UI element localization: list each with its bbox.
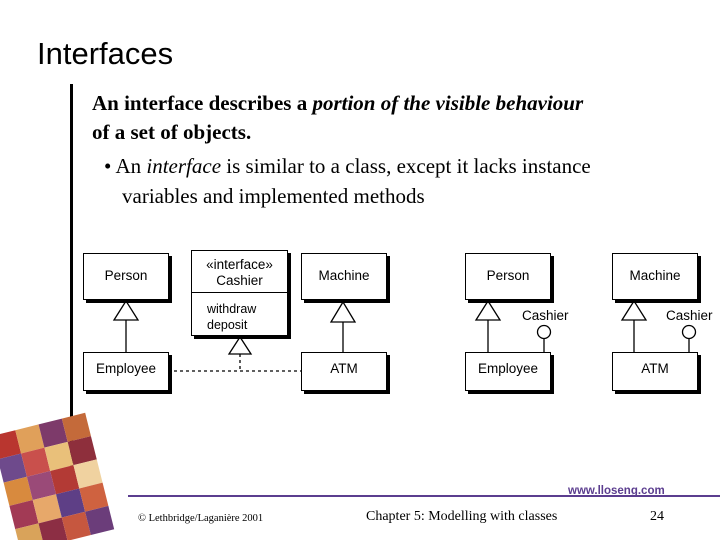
class-name-atm: ATM <box>330 361 358 376</box>
website-link[interactable]: www.lloseng.com <box>568 485 665 497</box>
interface-lollipop-icon <box>683 326 696 339</box>
realization-arrowhead <box>229 337 251 354</box>
interface-box-divider <box>191 292 288 293</box>
page-number: 24 <box>650 509 664 524</box>
generalization-arrowhead <box>622 301 646 320</box>
lollipop-label-cashier-2: Cashier <box>666 308 713 323</box>
bullet-line-2: variables and implemented methods <box>122 184 425 208</box>
operation-deposit: deposit <box>207 318 248 332</box>
class-name-machine: Machine <box>318 268 370 283</box>
bullet-text-pre: An <box>115 154 147 178</box>
operation-withdraw: withdraw <box>207 302 257 316</box>
slide-title: Interfaces <box>37 36 174 71</box>
class-name-atm-2: ATM <box>641 361 669 376</box>
class-name-person: Person <box>104 268 148 283</box>
class-name-machine-2: Machine <box>629 268 681 283</box>
body-line-2: of a set of objects. <box>92 120 252 144</box>
bullet-emphasis: interface <box>146 154 222 178</box>
bullet-text-post: is similar to a class, except it lacks instance <box>221 154 591 178</box>
generalization-arrowhead <box>331 302 355 322</box>
generalization-arrowhead <box>476 301 500 320</box>
body-line-1-text: An interface describes a <box>92 91 313 115</box>
footer-chapter: Chapter 5: Modelling with classes <box>366 509 558 524</box>
class-name-employee: Employee <box>95 361 157 376</box>
interface-lollipop-icon <box>538 326 551 339</box>
interface-stereotype: «interface» <box>206 257 273 272</box>
lollipop-label-cashier-1: Cashier <box>522 308 569 323</box>
class-name-employee-2: Employee <box>477 361 539 376</box>
class-name-person-2: Person <box>486 268 530 283</box>
bullet-symbol: • <box>104 154 112 178</box>
footer-copyright: © Lethbridge/Laganière 2001 <box>138 513 264 524</box>
quilt-logo-icon <box>0 413 114 540</box>
generalization-arrowhead <box>114 301 138 320</box>
body-line-1-emphasis: portion of the visible behaviour <box>312 91 584 115</box>
interface-name-cashier: Cashier <box>216 273 263 288</box>
